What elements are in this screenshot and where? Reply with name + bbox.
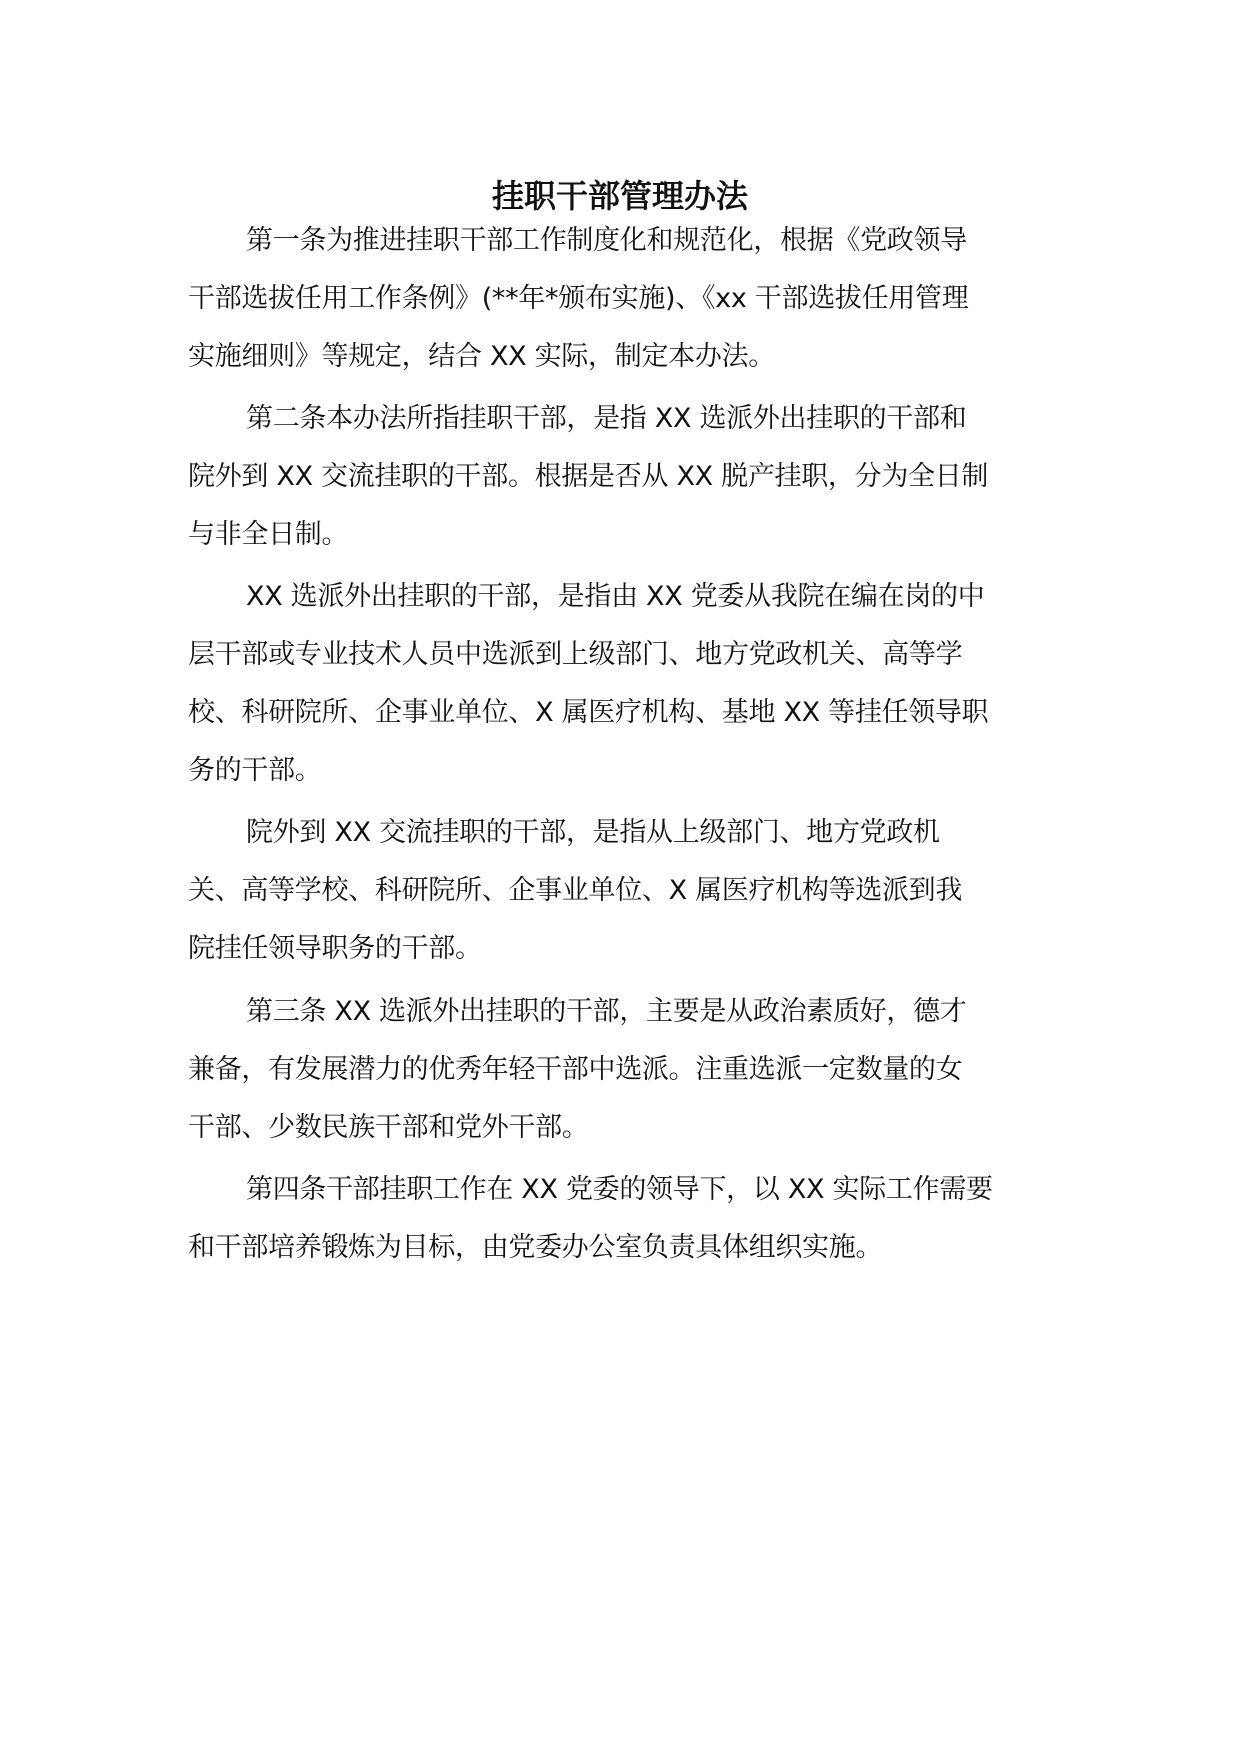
paragraph-line: 第三条 XX 选派外出挂职的干部，主要是从政治素质好，德才 [246, 996, 967, 1027]
paragraph-line: 院挂任领导职务的干部。 [188, 933, 482, 964]
paragraph-line: 第四条干部挂职工作在 XX 党委的领导下，以 XX 实际工作需要 [246, 1174, 993, 1205]
paragraph-article-1 [188, 212, 1068, 386]
paragraph-line: 第二条本办法所指挂职干部，是指 XX 选派外出挂职的干部和 [246, 403, 967, 434]
paragraph-line: 关、高等学校、科研院所、企事业单位、X 属医疗机构等选派到我 [188, 875, 963, 906]
paragraph-line: 校、科研院所、企事业单位、X 属医疗机构、基地 XX 等挂任领导职 [188, 697, 989, 728]
paragraph-line: 院外到 XX 交流挂职的干部。根据是否从 XX 脱产挂职，分为全日制 [188, 461, 989, 492]
paragraph-line: 干部、少数民族干部和党外干部。 [188, 1112, 589, 1143]
paragraph-line: 院外到 XX 交流挂职的干部，是指从上级部门、地方党政机 [246, 817, 940, 848]
paragraph-article-2 [188, 390, 1068, 564]
paragraph-article-4 [188, 1161, 1068, 1277]
paragraph-line: 兼备，有发展潜力的优秀年轻干部中选派。注重选派一定数量的女 [188, 1054, 963, 1085]
paragraph-incoming-cadres [188, 804, 1068, 978]
paragraph-line: 和干部培养锻炼为目标，由党委办公室负责具体组织实施。 [188, 1232, 883, 1263]
document-title: 挂职干部管理办法 [491, 177, 748, 215]
paragraph-article-3 [188, 983, 1068, 1157]
paragraph-outgoing-cadres [188, 568, 1068, 800]
paragraph-line: 与非全日制。 [188, 519, 349, 550]
paragraph-line: 实施细则》等规定，结合 XX 实际，制定本办法。 [188, 341, 775, 372]
paragraph-line: 第一条为推进挂职干部工作制度化和规范化，根据《党政领导 [246, 225, 967, 256]
paragraph-line: 务的干部。 [188, 755, 322, 786]
paragraph-line: 干部选拔任用工作条例》(**年*颁布实施)、《xx 干部选拔任用管理 [188, 283, 969, 314]
paragraph-line: 层干部或专业技术人员中选派到上级部门、地方党政机关、高等学 [188, 639, 963, 670]
paragraph-line: XX 选派外出挂职的干部，是指由 XX 党委从我院在编在岗的中 [246, 581, 985, 612]
